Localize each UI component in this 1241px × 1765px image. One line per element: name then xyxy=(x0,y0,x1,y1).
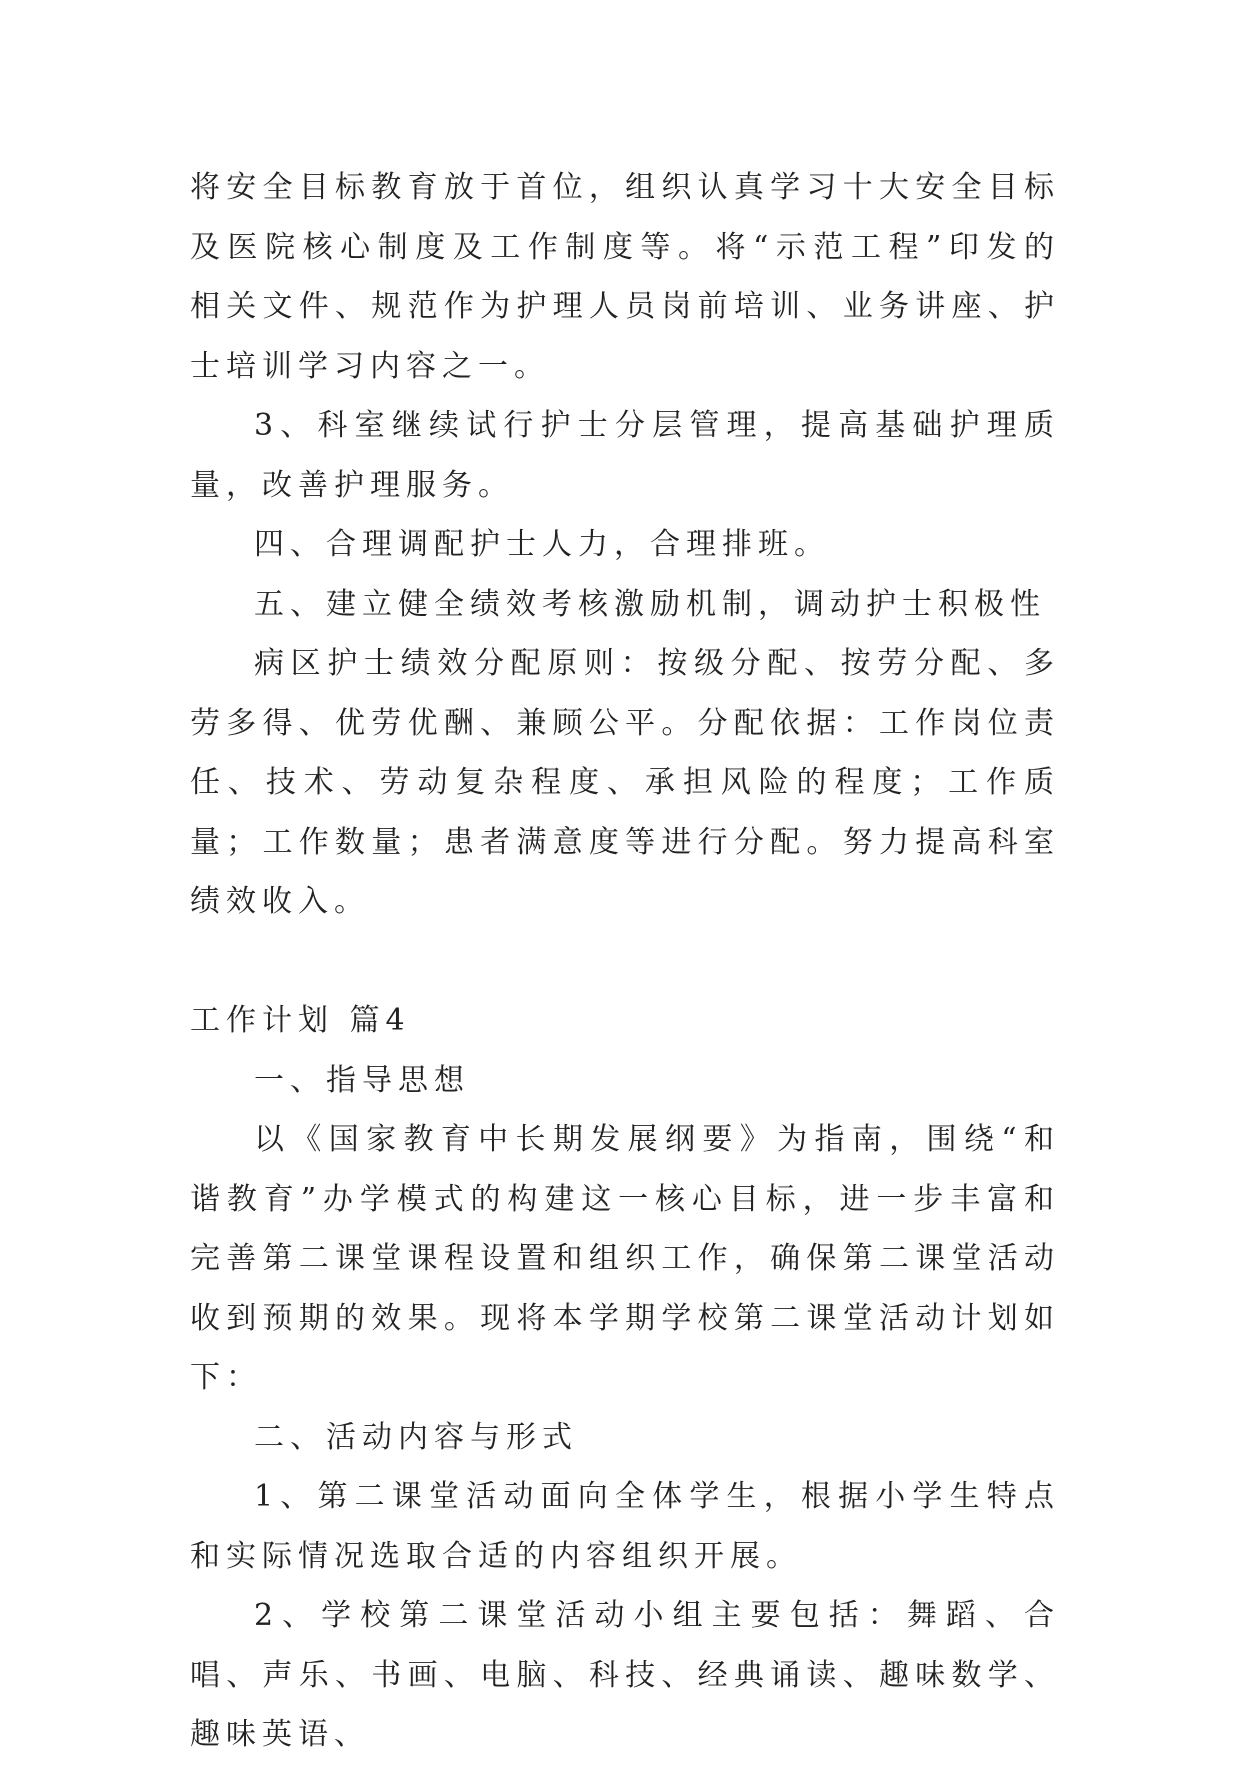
paragraph-activity-heading: 二、活动内容与形式 xyxy=(254,1419,578,1455)
paragraph-performance-distribution: 病区护士绩效分配原则：按级分配、按劳分配、多劳多得、优劳优酬、兼顾公平。分配依据：工作岗位责任、技术、劳动复杂程度、承担风险的程度；工作质量；工作数量；患者满意度等进行分配。努力提高科室绩效收入。 xyxy=(190,646,1060,919)
paragraph-guiding-ideology: 一、指导思想 xyxy=(254,1062,470,1098)
paragraph-performance-mechanism: 五、建立健全绩效考核激励机制，调动护士积极性 xyxy=(254,586,1046,622)
document-body xyxy=(190,158,1060,1765)
section-heading: 工作计划 篇4 xyxy=(190,1003,411,1038)
paragraph-activity-item-2: 2、学校第二课堂活动小组主要包括：舞蹈、合唱、声乐、书画、电脑、科技、经典诵读、趣味数学、趣味英语、 xyxy=(190,1598,1060,1752)
paragraph-guiding-content: 以《国家教育中长期发展纲要》为指南，围绕“和谐教育”办学模式的构建这一核心目标，进一步丰富和完善第二课堂课程设置和组织工作，确保第二课堂活动收到预期的效果。现将本学期学校第二课堂活动计划如下： xyxy=(190,1122,1060,1395)
paragraph-activity-item-1: 1、第二课堂活动面向全体学生，根据小学生特点和实际情况选取合适的内容组织开展。 xyxy=(190,1479,1060,1574)
paragraph-tiered-management: 3、科室继续试行护士分层管理，提高基础护理质量，改善护理服务。 xyxy=(190,408,1060,503)
paragraph-staffing: 四、合理调配护士人力，合理排班。 xyxy=(254,527,830,562)
paragraph-safety-education: 将安全目标教育放于首位，组织认真学习十大安全目标及医院核心制度及工作制度等。将“示范工程”印发的相关文件、规范作为护理人员岗前培训、业务讲座、护士培训学习内容之一。 xyxy=(190,170,1060,384)
